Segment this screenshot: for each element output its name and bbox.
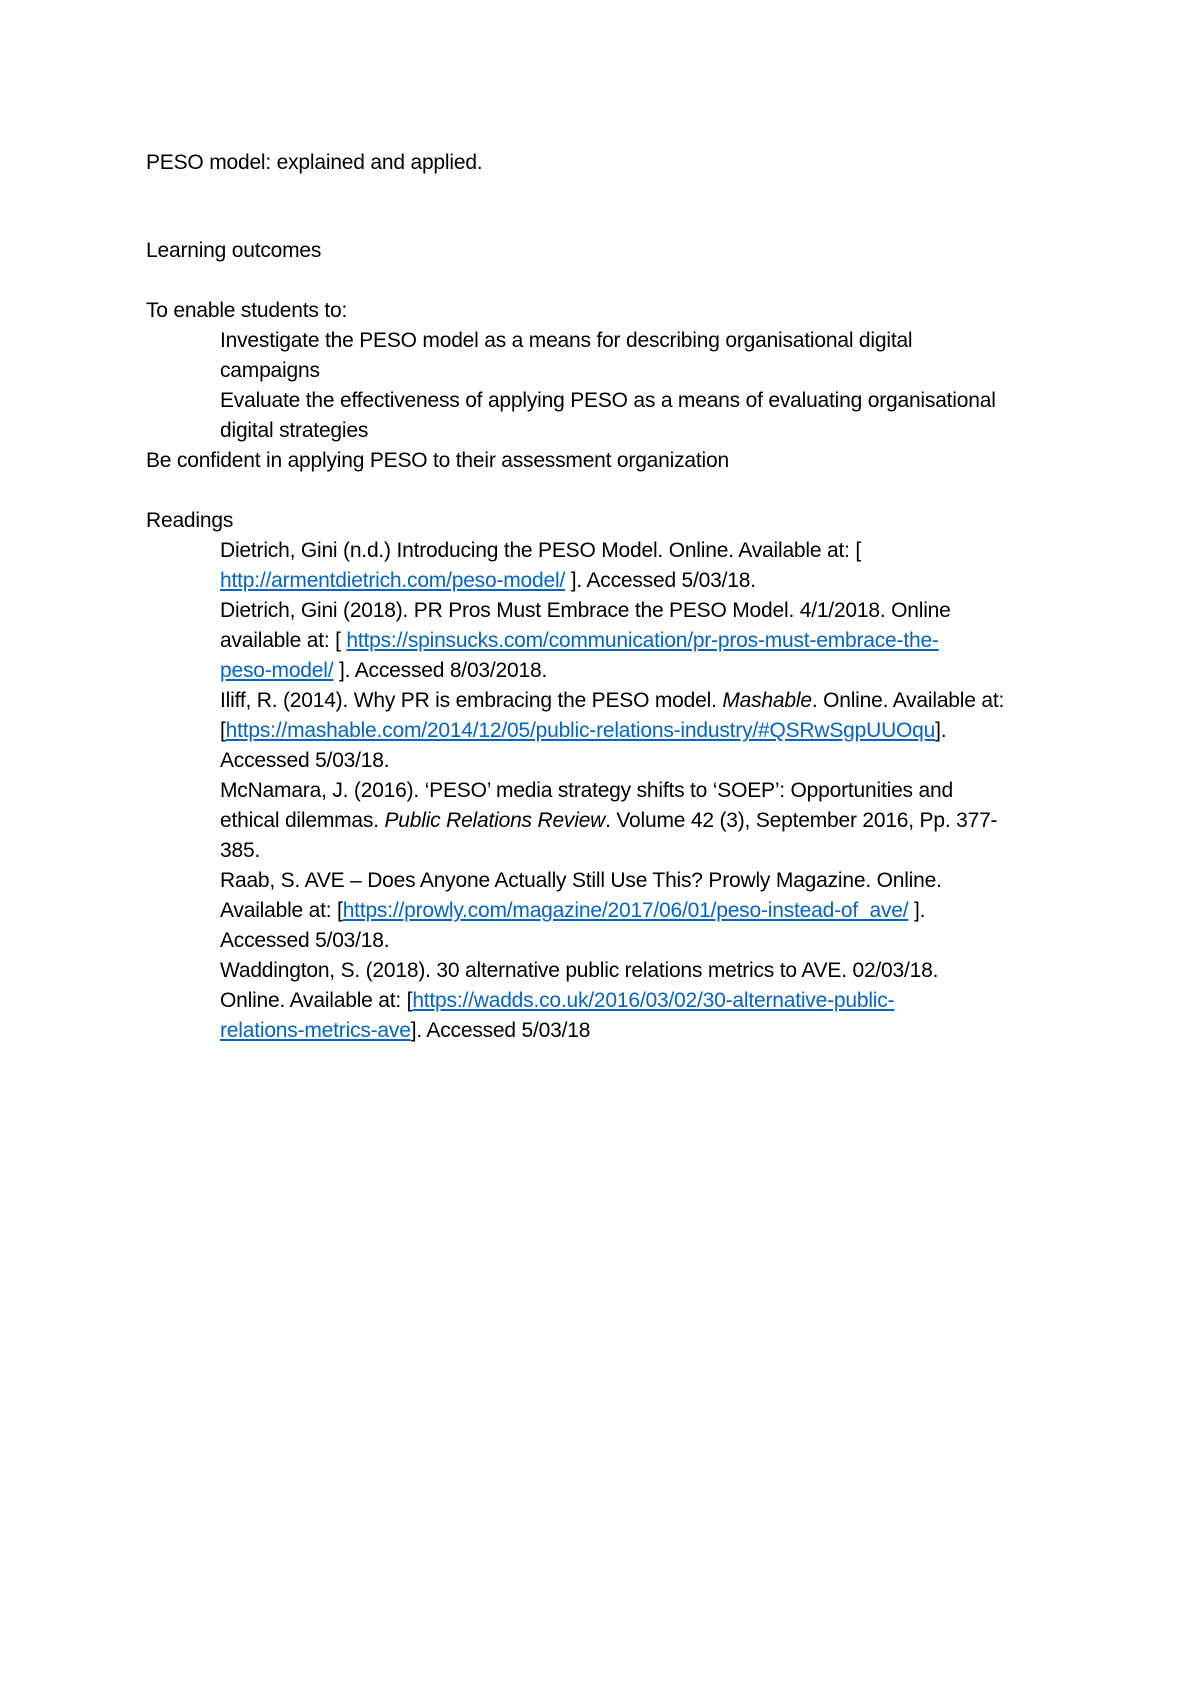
outcome-2-line-1: Evaluate the effectiveness of applying PESO as a means of evaluating organisational xyxy=(220,389,996,412)
reading-3-link[interactable]: https://mashable.com/2014/12/05/public-relations-industry/#QSRwSgpUUOqu xyxy=(225,719,936,742)
reading-2-link[interactable]: https://spinsucks.com/communication/pr-pros-must-embrace-the- xyxy=(346,629,939,652)
learning-outcomes-heading: Learning outcomes xyxy=(146,239,322,262)
reading-3-line-2 xyxy=(146,716,1076,746)
reading-3-citation: Iliff, R. (2014). Why PR is embracing the PESO model. xyxy=(220,689,723,712)
reading-6-accessed: ]. Accessed 5/03/18 xyxy=(410,1019,591,1042)
document-page xyxy=(146,148,1076,1046)
spacer xyxy=(146,476,1076,506)
reading-6-line-3 xyxy=(146,1016,1076,1046)
reading-3-bracket-close: ]. xyxy=(935,719,947,742)
reading-3-line-1 xyxy=(146,686,1076,716)
reading-3-publication: Mashable xyxy=(722,689,812,712)
reading-2-accessed: ]. Accessed 8/03/2018. xyxy=(333,659,548,682)
outcome-1-line-1: Investigate the PESO model as a means for describing organisational digital xyxy=(220,329,913,352)
outcome-2-line-2: digital strategies xyxy=(220,419,369,442)
reading-6-link-continued[interactable]: relations-metrics-ave xyxy=(220,1019,411,1042)
reading-6-available-at: Online. Available at: [ xyxy=(220,989,413,1012)
reading-2-line-2 xyxy=(146,626,1076,656)
reading-2-line-3 xyxy=(146,656,1076,686)
reading-5-bracket-close: ]. xyxy=(908,899,926,922)
spacer xyxy=(146,266,1076,296)
spacer xyxy=(146,178,1076,236)
reading-2-line-1: Dietrich, Gini (2018). PR Pros Must Embrace the PESO Model. 4/1/2018. Online xyxy=(220,599,951,622)
reading-3-bracket-open: [ xyxy=(220,719,226,742)
outcome-3: Be confident in applying PESO to their assessment organization xyxy=(146,449,729,472)
reading-5-line-1: Raab, S. AVE – Does Anyone Actually Still Use This? Prowly Magazine. Online. xyxy=(220,869,942,892)
reading-1-line-2 xyxy=(146,566,1076,596)
reading-3-accessed: Accessed 5/03/18. xyxy=(220,749,390,772)
reading-2-available-at: available at: [ xyxy=(220,629,347,652)
reading-4-title-end: ethical dilemmas. xyxy=(220,809,385,832)
reading-5-accessed: Accessed 5/03/18. xyxy=(220,929,390,952)
enable-students-intro: To enable students to: xyxy=(146,299,348,322)
reading-1-accessed: ]. Accessed 5/03/18. xyxy=(565,569,756,592)
reading-4-line-1: McNamara, J. (2016). ‘PESO’ media strategy shifts to ‘SOEP’: Opportunities and xyxy=(220,779,953,802)
reading-6-line-2 xyxy=(146,986,1076,1016)
reading-6-line-1: Waddington, S. (2018). 30 alternative public relations metrics to AVE. 02/03/18. xyxy=(220,959,939,982)
reading-6-link[interactable]: https://wadds.co.uk/2016/03/02/30-alternative-public- xyxy=(412,989,895,1012)
outcome-1-line-2: campaigns xyxy=(220,359,320,382)
readings-heading: Readings xyxy=(146,509,234,532)
reading-1-link[interactable]: http://armentdietrich.com/peso-model/ xyxy=(220,569,566,592)
reading-4-line-3: 385. xyxy=(220,839,261,862)
reading-5-link[interactable]: https://prowly.com/magazine/2017/06/01/peso-instead-of_ave/ xyxy=(342,899,909,922)
reading-2-link-continued[interactable]: peso-model/ xyxy=(220,659,334,682)
reading-3-online: . Online. Available at: xyxy=(811,689,1005,712)
reading-5-line-2 xyxy=(146,896,1076,926)
reading-4-line-2 xyxy=(146,806,1076,836)
reading-4-volume: . Volume 42 (3), September 2016, Pp. 377- xyxy=(605,809,998,832)
document-title: PESO model: explained and applied. xyxy=(146,151,483,174)
reading-5-available-at: Available at: [ xyxy=(220,899,343,922)
reading-4-journal: Public Relations Review xyxy=(384,809,606,832)
reading-1-line-1: Dietrich, Gini (n.d.) Introducing the PESO Model. Online. Available at: [ xyxy=(220,539,862,562)
